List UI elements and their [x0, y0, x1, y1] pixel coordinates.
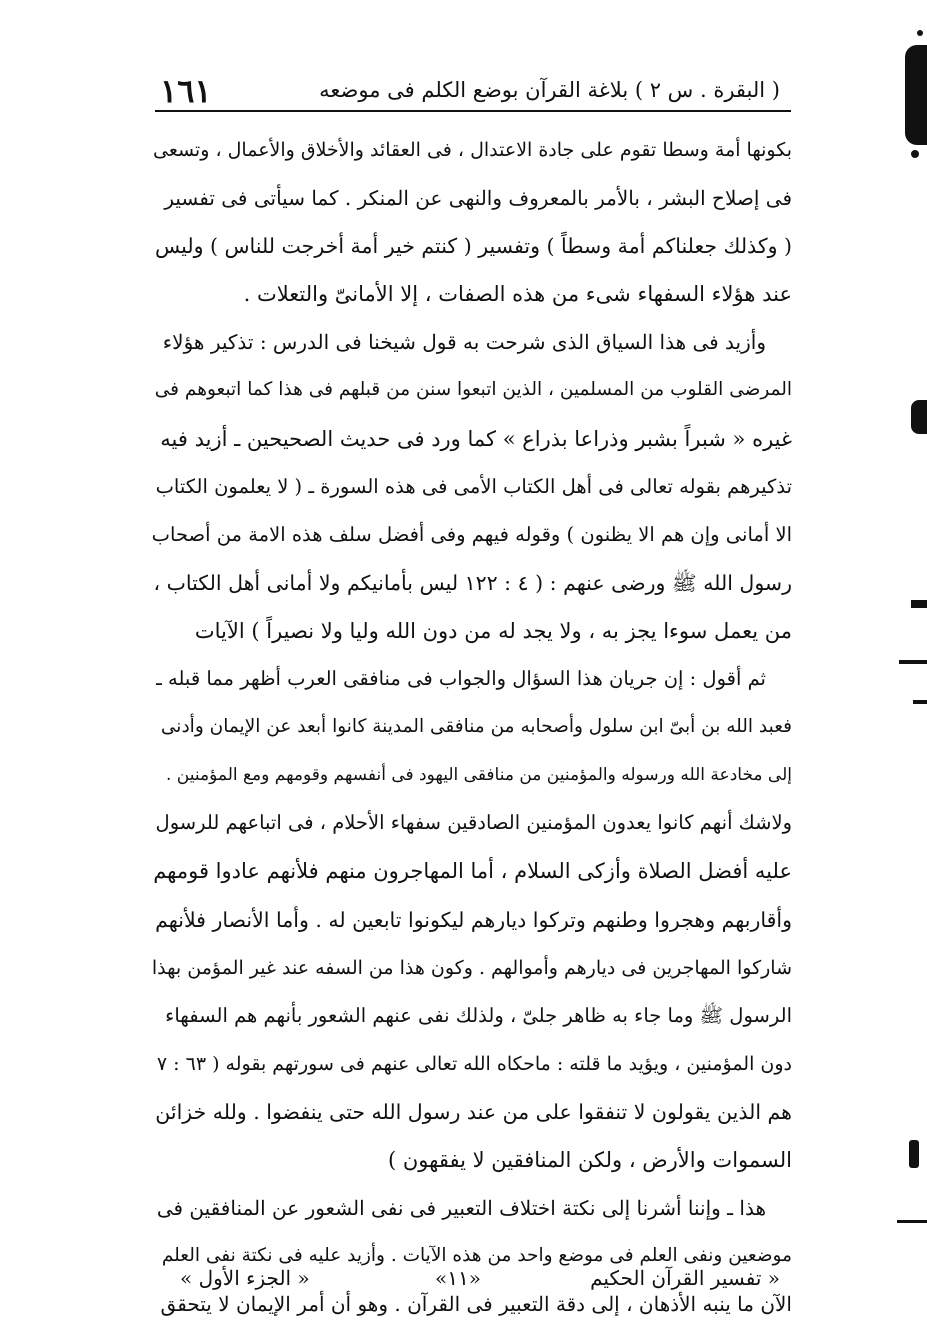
text-line: الرسول ﷺ وما جاء به ظاهر جلىّ ، ولذلك نفى عنهم الشعور بأنهم هم السفهاء: [165, 1003, 792, 1027]
page-header: [150, 70, 780, 110]
text-line: موضعين ونفى العلم فى موضع واحد من هذه الآيات . وأزيد عليه فى نكتة نفى العلم: [161, 1245, 792, 1267]
text-line: وأقاربهم وهجروا وطنهم وتركوا ديارهم ليكونوا تابعين له . وأما الأنصار فلأنهم: [155, 907, 792, 932]
scan-artifact: [909, 1140, 919, 1168]
scan-artifact: [911, 400, 927, 434]
text-line: الآن ما ينبه الأذهان ، إلى دقة التعبير فى القرآن . وهو أن أمر الإيمان لا يتحقق: [160, 1292, 792, 1317]
text-line: تذكيرهم بقوله تعالى فى أهل الكتاب الأمى فى هذه السورة ـ ( لا يعلمون الكتاب: [155, 474, 792, 498]
scan-artifact: [913, 700, 927, 704]
text-line: الا أمانى وإن هم الا يظنون ) وقوله فيهم وفى أفضل سلف هذه الامة من أصحاب: [152, 522, 792, 546]
text-line: فعبد الله بن أبىّ ابن سلول وأصحابه من منافقى المدينة كانوا أبعد عن الإيمان وأدنى: [160, 716, 792, 738]
body-text: [152, 126, 792, 1328]
text-line: دون المؤمنين ، ويؤيد ما قلته : ماحكاه الله تعالى عنهم فى سورتهم بقوله ( ٦٣ : ٧: [156, 1052, 792, 1075]
text-line: شاركوا المهاجرين فى ديارهم وأموالهم . وكون هذا من السفه عند غير المؤمن بهذا: [152, 956, 792, 979]
footer-volume: « الجزء الأول »: [180, 1266, 310, 1290]
text-line: فى إصلاح البشر ، بالأمر بالمعروف والنهى عن المنكر . كما سيأتى فى تفسير: [164, 186, 792, 211]
text-line: المرضى القلوب من المسلمين ، الذين اتبعوا سنن من قبلهم فى هذا كما اتبعوهم فى: [154, 379, 792, 401]
text-line: ( وكذلك جعلناكم أمة وسطاً ) وتفسير ( كنتم خير أمة أخرجت للناس ) وليس: [155, 234, 792, 259]
page-number: ١٦١: [160, 72, 212, 110]
header-rule: [155, 110, 791, 112]
footer-signature-number: «١١»: [435, 1266, 481, 1290]
text-line: إلى مخادعة الله ورسوله والمؤمنين من منافقى اليهود فى أنفسهم وقومهم ومع المؤمنين .: [165, 765, 792, 786]
text-line: بكونها أمة وسطا تقوم على جادة الاعتدال ، فى العقائد والأخلاق والأعمال ، وتسعى: [152, 139, 792, 161]
text-line: من يعمل سوءا يجز به ، ولا يجد له من دون الله وليا ولا نصيراً ) الآيات: [194, 618, 792, 643]
scan-artifact: [917, 30, 923, 36]
page-footer: [180, 1266, 780, 1300]
scan-artifact: [911, 150, 919, 158]
text-line: عند هؤلاء السفهاء شىء من هذه الصفات ، إلا الأمانىّ والتعلات .: [243, 282, 792, 307]
text-line: ولاشك أنهم كانوا يعدون المؤمنين الصادقين سفهاء الأحلام ، فى اتباعهم للرسول: [155, 811, 792, 835]
paragraph-start-line: وأزيد فى هذا السياق الذى شرحت به قول شيخنا فى الدرس : تذكير هؤلاء: [162, 330, 766, 355]
text-line: هم الذين يقولون لا تنفقوا على من عند رسول الله حتى ينفضوا . ولله خزائن: [155, 1099, 792, 1124]
footer-book-title: « تفسير القرآن الحكيم: [590, 1266, 780, 1290]
paragraph-start-line: هذا ـ وإننا أشرنا إلى نكتة اختلاف التعبير فى نفى الشعور عن المنافقين فى: [156, 1196, 766, 1221]
scan-artifact: [897, 1220, 927, 1223]
text-line: غيره « شبراً بشبر وذراعا بذراع » كما ورد فى حديث الصحيحين ـ أزيد فيه: [160, 426, 792, 451]
running-head: ( البقرة . س ٢ ) بلاغة القرآن بوضع الكلم فى موضعه: [319, 78, 780, 102]
text-line: رسول الله ﷺ ورضى عنهم : ( ٤ : ١٢٢ ليس بأمانيكم ولا أمانى أهل الكتاب ،: [153, 570, 792, 595]
paragraph-start-line: ثم أقول : إن جريان هذا السؤال والجواب فى منافقى العرب أظهر مما قبله ـ: [156, 667, 766, 691]
text-line: السموات والأرض ، ولكن المنافقين لا يفقهون ): [388, 1147, 792, 1172]
scan-artifact: [911, 600, 927, 608]
scan-artifact: [905, 45, 927, 145]
scan-artifact: [899, 660, 927, 664]
text-line: عليه أفضل الصلاة وأزكى السلام ، أما المهاجرون منهم فلأنهم عادوا قومهم: [153, 859, 792, 884]
